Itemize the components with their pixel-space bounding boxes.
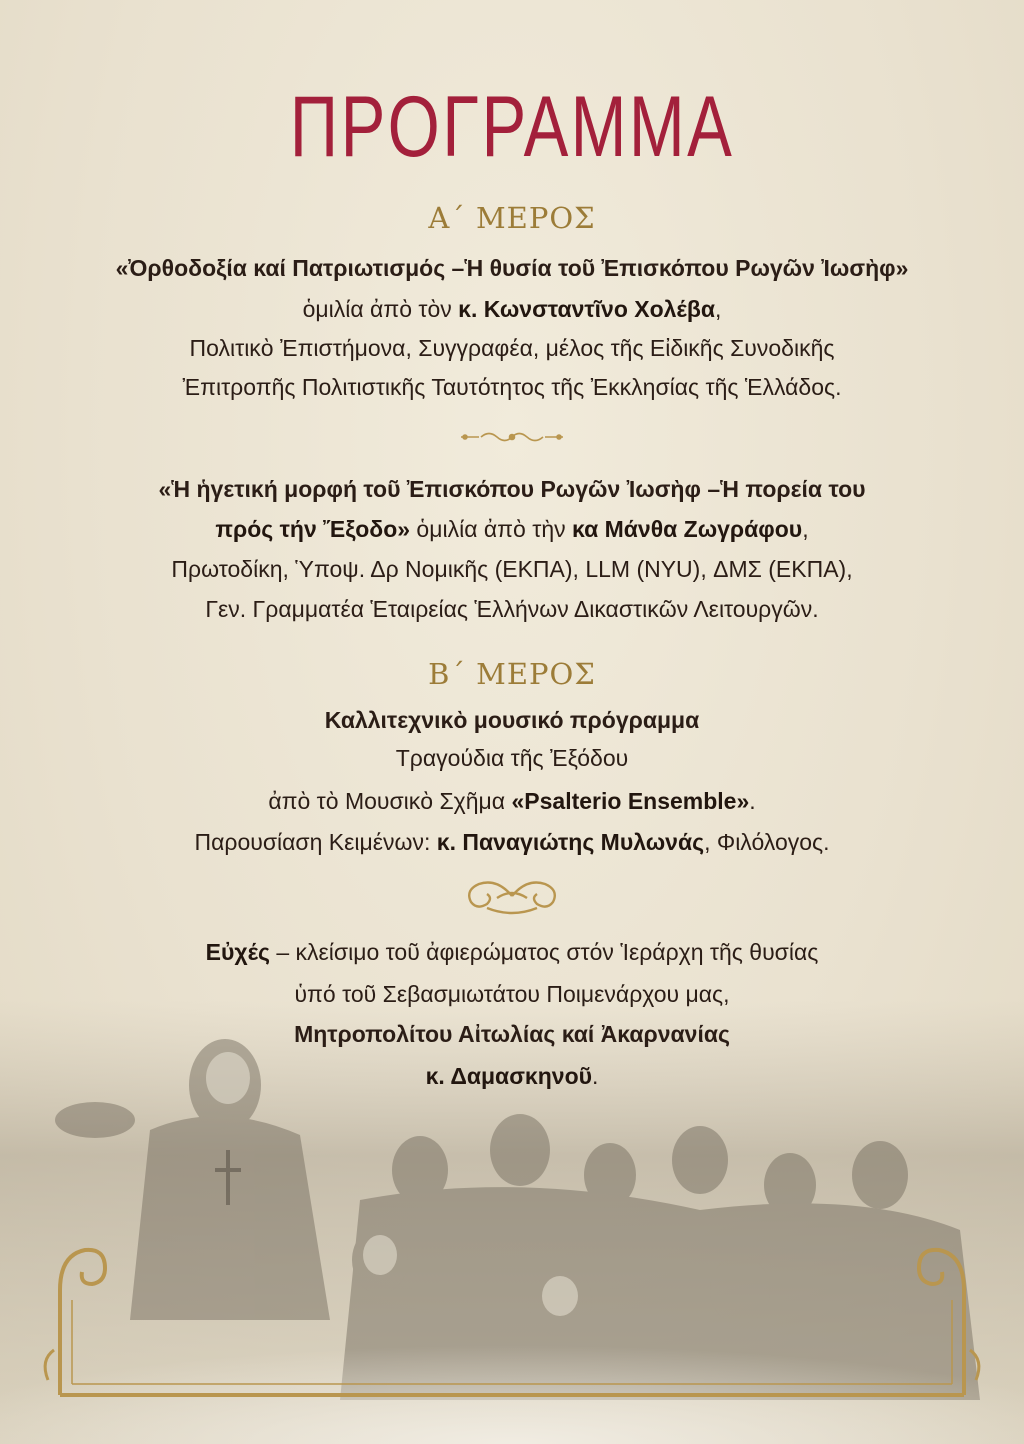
talk1-intro: ὁμιλία ἀπὸ τὸν — [302, 296, 459, 322]
talk2-title-line1: «Ἡ ἡγετική μορφή τοῦ Ἐπισκόπου Ρωγῶν Ἰωσὴφ –Ἡ πορεία του — [158, 476, 866, 502]
music-program-songs: Τραγούδια τῆς Ἐξόδου — [395, 745, 629, 771]
talk1-title: «Ὀρθοδοξία καί Πατριωτισμός –Ἡ θυσία τοῦ Ἐπισκόπου Ρωγῶν Ἰωσὴφ» — [115, 255, 909, 281]
music-program-title: Καλλιτεχνικὸ μουσικό πρόγραμμα — [324, 707, 700, 733]
talk1-speaker-bio-2: Ἐπιτροπῆς Πολιτιστικῆς Ταυτότητος τῆς Ἐκκλησίας τῆς Ἑλλάδος. — [182, 374, 842, 400]
presenter-prefix: Παρουσίαση Κειμένων: — [194, 829, 437, 855]
divider-ornament-large — [0, 876, 1024, 916]
ensemble-name: «Psalterio Ensemble» — [511, 788, 750, 814]
closing-line-1 — [0, 937, 1024, 967]
talk1-speaker-line — [0, 294, 1024, 324]
scroll-flourish-icon — [457, 876, 567, 916]
page-title: ΠΡΟΓΡΑΜΜΑ — [289, 79, 735, 175]
divider-ornament-small — [0, 428, 1024, 446]
talk2-speaker: κα Μάνθα Ζωγράφου — [572, 516, 803, 542]
part-b-heading: Β΄ ΜΕΡΟΣ — [428, 657, 596, 691]
presenter-suffix: , Φιλόλογος. — [704, 829, 830, 855]
music-ensemble-line — [0, 786, 1024, 816]
talk2-speaker-bio-2: Γεν. Γραμματέα Ἑταιρείας Ἑλλήνων Δικαστικῶν Λειτουργῶν. — [205, 596, 819, 622]
talk2-title-line2: πρός τήν Ἔξοδο» — [215, 516, 411, 542]
ensemble-suffix: . — [749, 788, 756, 814]
closing-name: κ. Δαμασκηνοῦ — [425, 1063, 593, 1089]
flourish-icon — [459, 428, 565, 446]
text-presenter-line — [0, 827, 1024, 857]
talk1-speaker-suffix: , — [715, 296, 722, 322]
closing-line-4 — [0, 1061, 1024, 1091]
closing-metropolitan: Μητροπολίτου Αἰτωλίας καί Ἀκαρνανίας — [294, 1021, 730, 1047]
talk2-speaker-bio-1: Πρωτοδίκη, Ὑποψ. Δρ Νομικῆς (ΕΚΠΑ), LLM (NYU), ΔΜΣ (ΕΚΠΑ), — [171, 556, 853, 582]
closing-wishes: Εὐχές — [205, 939, 270, 965]
presenter-name: κ. Παναγιώτης Μυλωνάς — [436, 829, 705, 855]
talk2-speaker-line — [0, 514, 1024, 544]
talk2-intro: ὁμιλία ἀπὸ τὴν — [410, 516, 573, 542]
talk2-speaker-suffix: , — [802, 516, 809, 542]
talk1-speaker-bio-1: Πολιτικὸ Ἐπιστήμονα, Συγγραφέα, μέλος τῆς Εἰδικῆς Συνοδικῆς — [189, 335, 835, 361]
closing-line-2: ὑπό τοῦ Σεβασμιωτάτου Ποιμενάρχου μας, — [294, 981, 730, 1007]
closing-suffix: . — [592, 1063, 599, 1089]
ensemble-prefix: ἀπὸ τὸ Μουσικὸ Σχῆμα — [268, 788, 512, 814]
part-a-heading: Α΄ ΜΕΡΟΣ — [428, 201, 596, 235]
closing-line1-rest: – κλείσιμο τοῦ ἀφιερώματος στόν Ἱεράρχη τῆς θυσίας — [269, 939, 819, 965]
talk1-speaker: κ. Κωνσταντῖνο Χολέβα — [458, 296, 715, 322]
